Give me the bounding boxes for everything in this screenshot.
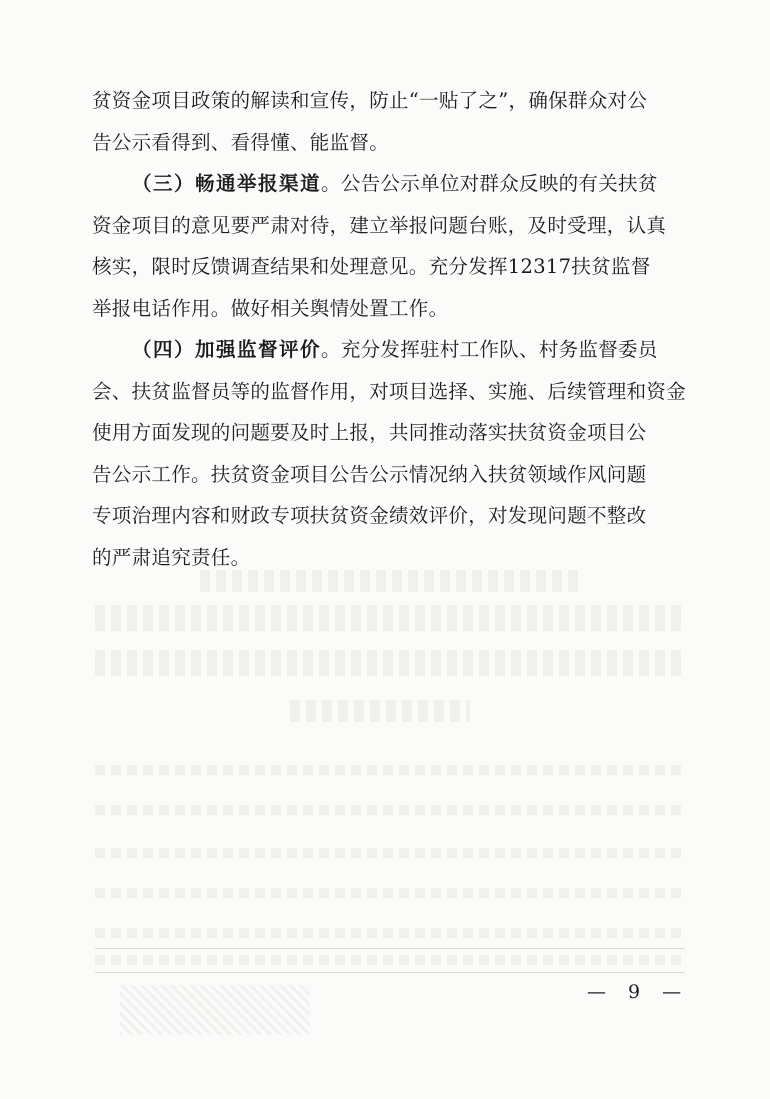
bleed-through-mark — [290, 700, 470, 722]
section-three-heading: （三）畅通举报渠道 — [132, 172, 322, 195]
paragraph-line: 告公示工作。扶贫资金项目公告公示情况纳入扶贫领域作风问题 — [92, 462, 647, 486]
body-text — [92, 80, 692, 578]
paragraph-line: 资金项目的意见要严肃对待，建立举报问题台账，及时受理，认真 — [92, 213, 667, 237]
section-four-first-line — [92, 329, 692, 371]
paragraph-line: 告公示看得到、看得懂、能监督。 — [92, 130, 390, 154]
bleed-through-rule — [95, 972, 685, 973]
paragraph-line: 使用方面发现的问题要及时上报，共同推动落实扶贫资金项目公 — [92, 421, 647, 444]
section-four-line-rest: 。充分发挥驻村工作队、村务监督委员 — [321, 338, 658, 361]
bleed-through-mark — [95, 605, 685, 631]
paragraph-line: 核实，限时反馈调查结果和处理意见。充分发挥12317扶贫监督 — [92, 255, 651, 278]
bleed-through-mark — [95, 848, 685, 858]
bleed-through-mark — [95, 955, 685, 965]
bleed-through-mark — [95, 650, 685, 676]
bleed-through-mark — [95, 805, 685, 815]
section-three-first-line — [92, 163, 692, 205]
section-four-heading: （四）加强监督评价 — [132, 338, 322, 361]
paragraph-line: 举报电话作用。做好相关舆情处置工作。 — [92, 296, 449, 320]
bleed-through-mark — [95, 765, 685, 775]
page-number: — 9 — — [587, 981, 690, 1003]
paragraph-line: 会、扶贫监督员等的监督作用，对项目选择、实施、后续管理和资金 — [92, 379, 687, 403]
paragraph-line: 贫资金项目政策的解读和宣传，防止“一贴了之”，确保群众对公 — [92, 89, 648, 112]
paragraph-line: 专项治理内容和财政专项扶贫资金绩效评价，对发现问题不整改 — [92, 504, 647, 527]
bleed-through-rule — [95, 948, 685, 949]
section-three-line-rest: 。公告公示单位对群众反映的有关扶贫 — [321, 172, 658, 195]
bleed-through-mark — [95, 888, 685, 898]
paragraph-line: 的严肃追究责任。 — [92, 545, 251, 569]
bleed-through-mark — [95, 928, 685, 938]
bleed-through-stamp — [120, 985, 310, 1035]
